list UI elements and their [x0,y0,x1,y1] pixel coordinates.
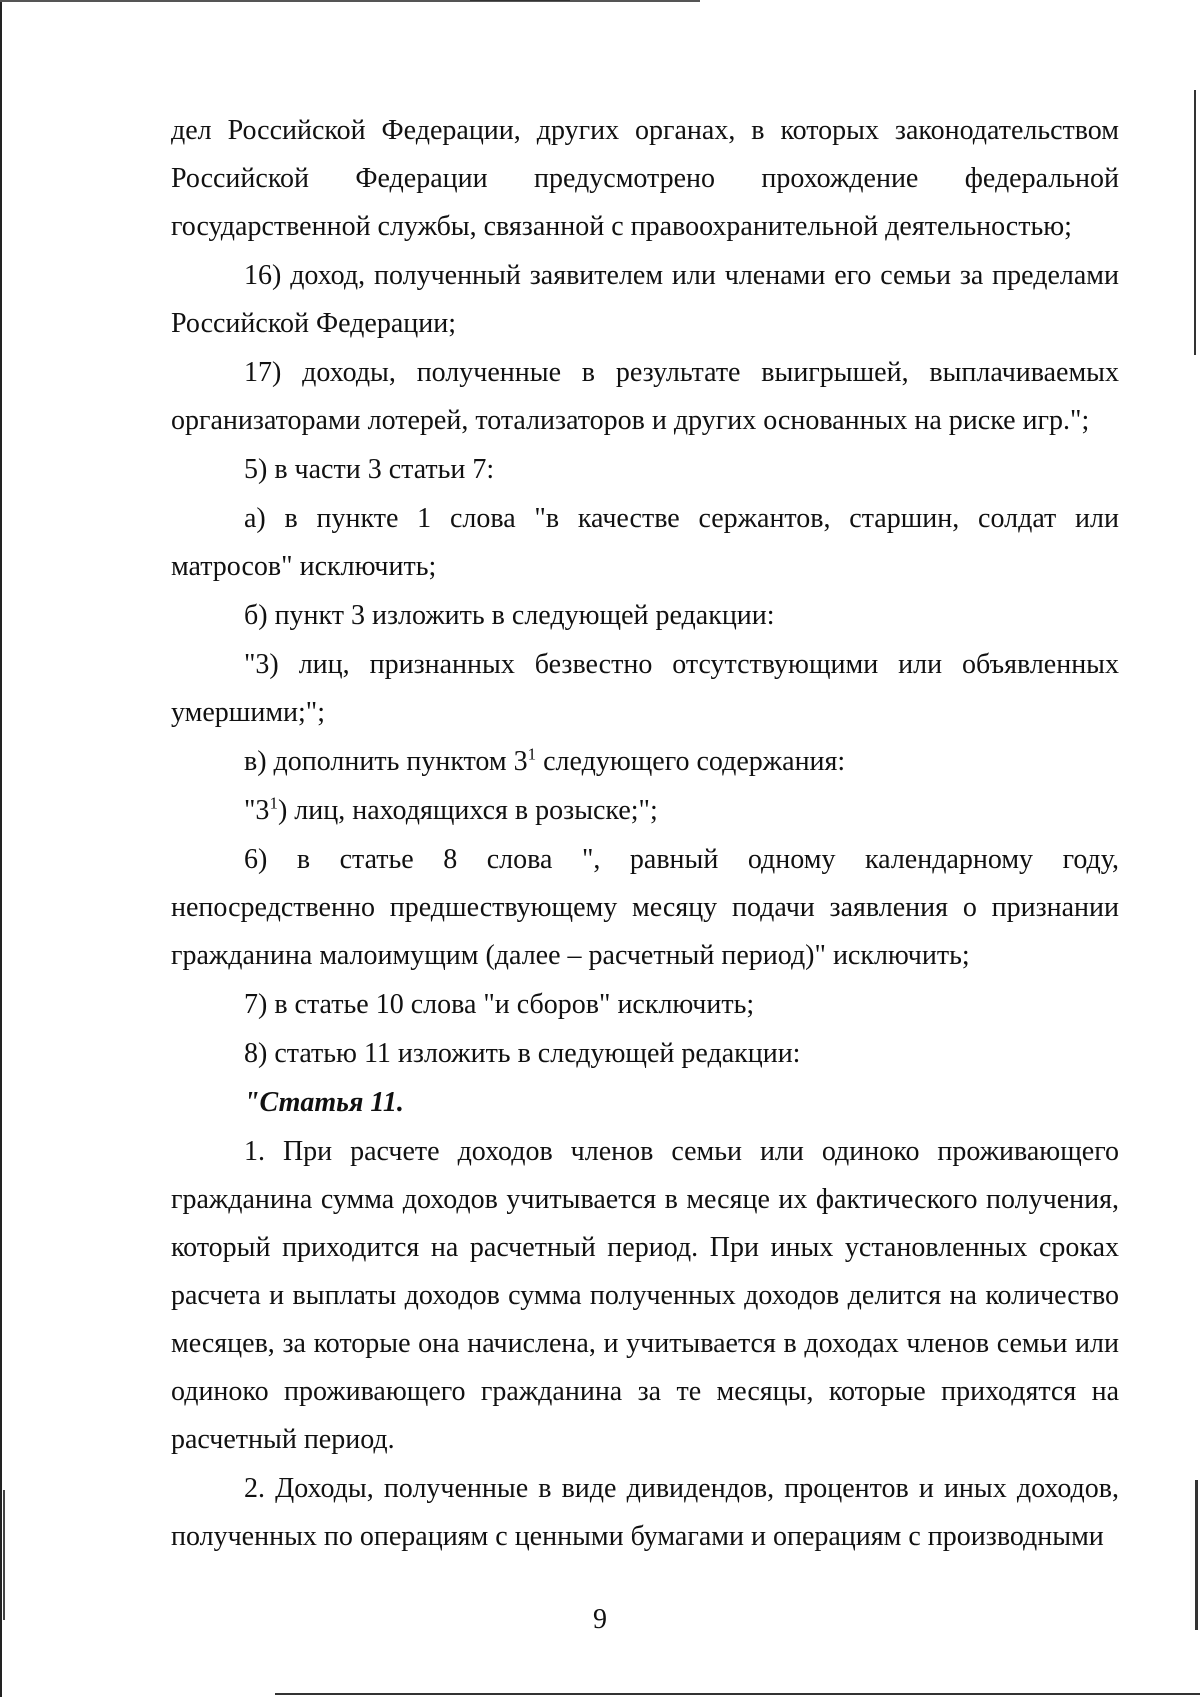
scan-edge-top [0,0,700,2]
scan-edge-left-lower [3,1490,5,1620]
scan-edge-bottom [275,1693,1200,1695]
article-heading: "Статья 11. [244,1087,404,1118]
paragraph-v [171,738,1119,786]
scan-edge-left [0,0,2,1697]
paragraph-3-1-prefix: "3 [244,795,270,826]
paragraph: 16) доход, полученный заявителем или членами его семьи за пределами Российской Федерации; [171,260,1119,339]
paragraph-v-prefix: в) дополнить пунктом 3 [244,746,528,777]
paragraph: 1. При расчете доходов членов семьи или одиноко проживающего гражданина сумма доходов учитывается в месяце их фактического получения, который приходится на расчетный период. При иных установленных сроках расчета и выплаты доходов сумма полученных доходов делится на количество месяцев, за которые она начислена, и учитывается в доходах членов семьи или одиноко проживающего гражданина за те месяцы, которые приходятся на расчетный период. [171,1136,1119,1455]
paragraph: дел Российской Федерации, других органах, в которых законодательством Российской Федерации предусмотрено прохождение федеральной государственной службы, связанной с правоохранительной деятельностью; [171,115,1119,242]
paragraph: "3) лиц, признанных безвестно отсутствующими или объявленных умершими;"; [171,649,1119,728]
paragraph-3-1 [171,787,1119,835]
paragraph-v-suffix: следующего содержания: [536,746,846,777]
paragraph: 6) в статье 8 слова ", равный одному календарному году, непосредственно предшествующему месяцу подачи заявления о признании гражданина малоимущим (далее – расчетный период)" исключить; [171,844,1119,971]
paragraph: 2. Доходы, полученные в виде дивидендов, процентов и иных доходов, полученных по операциям с ценными бумагами и операциям с производными [171,1473,1119,1552]
superscript: 1 [527,744,537,764]
paragraph: 7) в статье 10 слова "и сборов" исключить; [244,989,755,1020]
superscript: 1 [269,793,278,813]
paragraph: 8) статью 11 изложить в следующей редакции: [244,1038,801,1069]
paragraph: б) пункт 3 изложить в следующей редакции: [244,600,775,631]
scan-edge-right [1194,90,1196,355]
scan-edge-top-mark [470,0,570,1]
paragraph-3-1-suffix: ) лиц, находящихся в розыске;"; [277,795,658,826]
page-number: 9 [593,1604,607,1635]
document-body [171,107,1119,1561]
paragraph: 5) в части 3 статьи 7: [244,454,495,485]
paragraph: 17) доходы, полученные в результате выигрышей, выплачиваемых организаторами лотерей, тотализаторов и других основанных на риске игр."; [171,357,1119,436]
paragraph: а) в пункте 1 слова "в качестве сержантов, старшин, солдат или матросов" исключить; [171,503,1119,582]
